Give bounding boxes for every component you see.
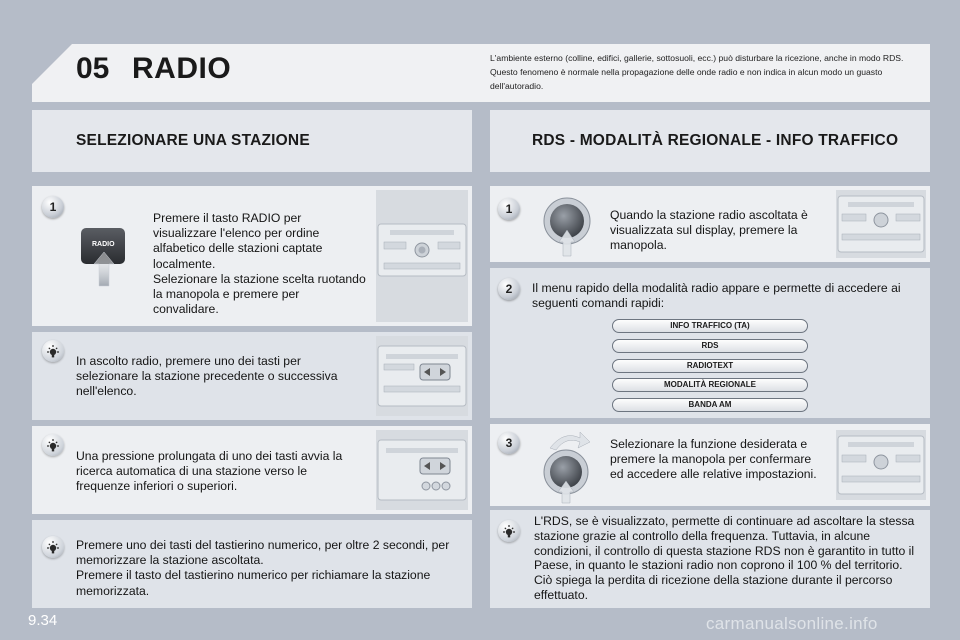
menu-item-radiotext[interactable]: RADIOTEXT (612, 359, 808, 373)
header-note: L'ambiente esterno (colline, edifici, gallerie, sottosuoli, ecc.) può disturbare la ricezione, anche in modo RDS. Questo fenomeno è normale nella propagazione delle onde radio e non indica in alcun modo un guasto dell'autoradio. (490, 53, 904, 91)
lightbulb-icon (498, 520, 520, 542)
right-step3-text: Selezionare la funzione desiderata e premere la manopola per confermare ed accedere alle relative impostazioni. (610, 437, 817, 482)
step-badge: 1 (42, 196, 64, 218)
left-tip1-text: In ascolto radio, premere uno dei tasti per selezionare la stazione precedente o successiva nell'elenco. (76, 354, 338, 399)
lightbulb-icon (42, 434, 64, 456)
right-step2-text: Il menu rapido della modalità radio appare e permette di accedere ai seguenti comandi rapidi: (532, 281, 901, 311)
menu-item-rds[interactable]: RDS (612, 339, 808, 353)
radio-unit-illustration (376, 430, 468, 510)
radio-button-label: RADIO (92, 241, 115, 248)
left-tip2-text: Una pressione prolungata di uno dei tasti avvia la ricerca automatica di una stazione verso le frequenze inferiori o superiori. (76, 449, 343, 494)
radio-unit-illustration (836, 190, 926, 258)
chapter-number: 05 (76, 52, 110, 85)
lightbulb-icon (42, 340, 64, 362)
radio-button-illustration (80, 226, 128, 288)
menu-item-banda-am[interactable]: BANDA AM (612, 398, 808, 412)
radio-unit-illustration (376, 336, 468, 416)
knob-press-icon (542, 196, 592, 258)
watermark: carmanualsonline.info (706, 614, 878, 633)
step-badge: 3 (498, 432, 520, 454)
header-corner-cut (32, 44, 72, 84)
right-tip-text: L'RDS, se è visualizzato, permette di continuare ad ascoltare la stessa stazione grazie al controllo della frequenza. Tuttavia, in alcune condizioni, il controllo di questa stazione RDS non è garantito in tutto il Paese, in quanto le stazioni radio non coprono il 100 % del territorio. Ciò spiega la perdita di ricezione della stazione durante il percorso effettuato. (534, 514, 915, 602)
right-section-title: RDS - MODALITÀ REGIONALE - INFO TRAFFICO (532, 132, 899, 149)
menu-item-modalita-regionale[interactable]: MODALITÀ REGIONALE (612, 378, 808, 392)
step-badge: 1 (498, 198, 520, 220)
left-step1-text: Premere il tasto RADIO per visualizzare l'elenco per ordine alfabetico delle stazioni captate localmente. Selezionare la stazione scelta ruotando la manopola e premere per convalidare. (153, 211, 366, 317)
left-tip3-text: Premere uno dei tasti del tastierino numerico, per oltre 2 secondi, per memorizzare la stazione ascoltata. Premere il tasto del tastierino numerico per richiamare la stazione memorizzata. (76, 538, 450, 598)
radio-unit-illustration (836, 430, 926, 500)
right-step1-text: Quando la stazione radio ascoltata è visualizzata sul display, premere la manopola. (610, 208, 808, 253)
step-badge: 2 (498, 278, 520, 300)
lightbulb-icon (42, 536, 64, 558)
chapter-title: RADIO (132, 52, 232, 85)
menu-item-info-traffico[interactable]: INFO TRAFFICO (TA) (612, 319, 808, 333)
left-section-title: SELEZIONARE UNA STAZIONE (76, 132, 310, 149)
page-number: 9.34 (28, 612, 58, 629)
knob-rotate-press-icon (540, 426, 596, 504)
radio-unit-illustration (376, 190, 468, 322)
